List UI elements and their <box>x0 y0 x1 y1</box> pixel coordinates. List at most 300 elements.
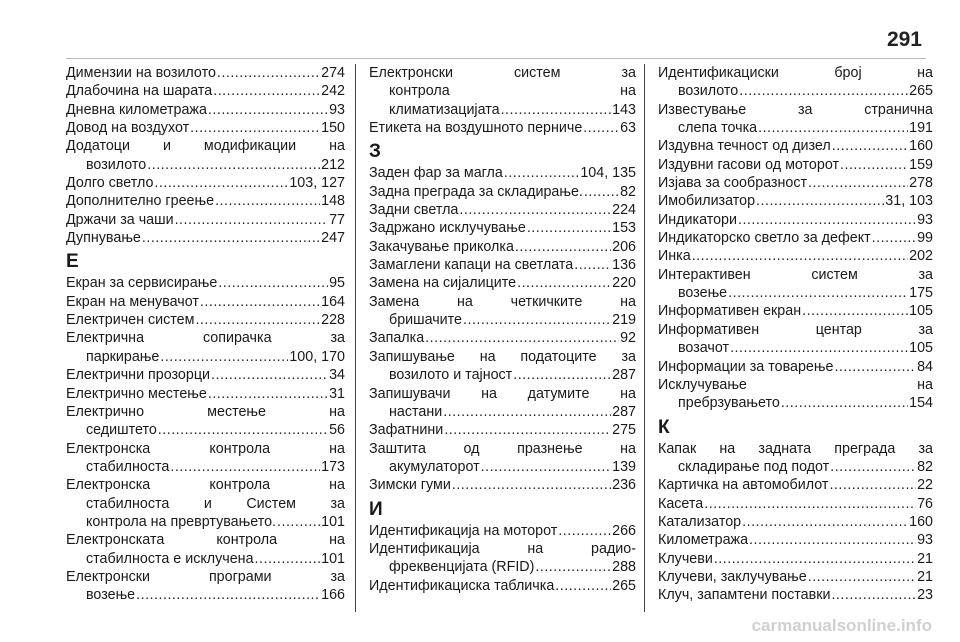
index-entry <box>658 531 933 549</box>
index-entry-line <box>658 284 933 302</box>
index-entry <box>658 192 933 210</box>
index-entry-title: Задржано исклучување <box>369 220 526 237</box>
index-entry-title: Закачување приколка <box>369 238 514 255</box>
index-entry-line <box>658 458 933 476</box>
index-entry-title: Замаглени капаци на светлата <box>369 257 574 274</box>
index-entry-title: Длабочина на шарата <box>66 83 213 100</box>
index-entry-text: Електрична сопирачка за <box>66 330 345 347</box>
dot-leader <box>170 458 320 476</box>
dot-leader <box>213 82 320 100</box>
page-reference: 212 <box>321 156 345 173</box>
page-reference: 95 <box>329 275 345 292</box>
page-reference: 153 <box>612 220 636 237</box>
index-entry <box>66 311 345 329</box>
index-entry <box>369 64 636 119</box>
index-entry-line <box>658 339 933 357</box>
page-reference: 202 <box>909 248 933 265</box>
index-entry-line <box>658 211 933 229</box>
page-reference: 22 <box>917 477 933 494</box>
watermark: carmanualsonline.info <box>751 616 932 635</box>
page-reference: 278 <box>909 175 933 192</box>
dot-leader <box>830 458 916 476</box>
dot-leader <box>217 64 320 82</box>
dot-leader <box>781 394 908 412</box>
index-entry-title: Имобилизатор <box>658 193 756 210</box>
dot-leader <box>211 366 328 384</box>
page-reference: 287 <box>612 403 636 420</box>
index-entry <box>658 586 933 604</box>
index-entry-title: Инка <box>658 248 691 265</box>
index-entry-line <box>369 403 636 421</box>
index-entry <box>369 274 636 292</box>
index-entry-line <box>369 577 636 595</box>
index-entry-text: Електронски систем за <box>369 65 636 81</box>
index-entry-text: Капак на задната преграда за <box>658 440 933 457</box>
dot-leader <box>501 101 612 119</box>
page-reference: 160 <box>909 513 933 530</box>
dot-leader <box>583 119 619 137</box>
index-entry-line <box>66 101 345 119</box>
index-entry-line <box>658 156 933 174</box>
index-entry-line <box>66 119 345 137</box>
dot-leader <box>459 201 611 219</box>
dot-leader <box>444 421 611 439</box>
page-number: 291 <box>886 28 922 51</box>
index-entry-text: Електронска контрола на <box>66 440 345 457</box>
index-entry-line <box>658 513 933 531</box>
index-entry-line <box>66 550 345 568</box>
page-reference: 220 <box>612 275 636 292</box>
dot-leader <box>749 531 916 549</box>
index-entry-line <box>66 385 345 403</box>
dot-leader <box>758 119 908 137</box>
index-entry-line <box>66 293 345 311</box>
page-reference: 265 <box>909 83 933 100</box>
index-entry <box>369 577 636 595</box>
dot-leader <box>840 156 908 174</box>
index-entry-title: контрола на превртувањето. <box>86 513 277 530</box>
index-entry-text: Додатоци и модификации на <box>66 138 345 155</box>
dot-leader <box>728 284 908 302</box>
dot-leader <box>208 101 328 119</box>
page-reference: 105 <box>909 340 933 357</box>
index-entry-title: Километража <box>658 532 749 549</box>
index-entry-line <box>66 229 345 247</box>
index-entry-title: Дупнување <box>66 230 141 247</box>
dot-leader <box>142 229 320 247</box>
index-entry-line <box>66 192 345 210</box>
index-entry <box>369 293 636 330</box>
index-entry <box>658 513 933 531</box>
index-entry-text: Заштита од празнење на <box>369 440 636 457</box>
index-entry-line <box>66 211 345 229</box>
index-entry-title: Зимски гуми <box>369 477 451 494</box>
page-reference: 191 <box>909 120 933 137</box>
page-reference: 150 <box>321 120 345 137</box>
index-entry-title: Електричен систем <box>66 312 195 329</box>
dot-leader <box>481 458 612 476</box>
page-reference: 206 <box>612 238 636 255</box>
dot-leader <box>730 339 908 357</box>
page-reference: 77 <box>329 211 345 228</box>
dot-leader <box>160 348 288 366</box>
index-entry-title: Индикаторско светло за дефект <box>658 230 871 247</box>
dot-leader <box>832 137 908 155</box>
page-reference: 63 <box>620 120 636 137</box>
index-entry-text: Електронската контрола на <box>66 532 345 549</box>
page-reference: 154 <box>909 395 933 412</box>
dot-leader <box>190 119 320 137</box>
index-entry-title: стабилноста е исклучена <box>86 550 254 567</box>
page-reference: 23 <box>917 587 933 604</box>
page-reference: 93 <box>917 532 933 549</box>
index-entry-line <box>66 586 345 604</box>
index-entry <box>658 247 933 265</box>
page-reference: 275 <box>612 422 636 439</box>
page-reference: 148 <box>321 193 345 210</box>
index-entry-title: бришачите <box>389 312 463 329</box>
index-entry-title: Електрично местење <box>66 385 207 402</box>
page-reference: 224 <box>612 202 636 219</box>
index-columns <box>66 64 934 612</box>
index-entry <box>66 366 345 384</box>
index-entry <box>369 119 636 137</box>
index-entry <box>66 192 345 210</box>
index-entry-line <box>66 311 345 329</box>
dot-leader <box>215 192 320 210</box>
dot-leader <box>218 274 328 292</box>
index-entry-title: Екран за сервисирање <box>66 275 218 292</box>
index-entry <box>369 256 636 274</box>
dot-leader <box>808 568 916 586</box>
index-entry <box>66 229 345 247</box>
index-entry <box>66 137 345 174</box>
dot-leader <box>872 229 916 247</box>
index-entry-title: седиштето <box>86 422 157 439</box>
index-entry <box>369 183 636 201</box>
page-reference: 164 <box>321 293 345 310</box>
index-entry-text: Електронска контрола на <box>66 477 345 494</box>
index-entry-title: Касета <box>658 495 704 512</box>
index-entry-text: Запишувачи на датумите на <box>369 385 636 402</box>
page-reference: 100, 170 <box>289 348 345 365</box>
index-entry-line <box>369 329 636 347</box>
index-entry-text: Интерактивен систем за <box>658 266 933 283</box>
index-entry-title: возилото <box>678 83 739 100</box>
section-letter: К <box>658 416 670 438</box>
header-rule <box>66 58 926 59</box>
dot-leader <box>136 586 320 604</box>
index-entry-title: Долго светло <box>66 175 154 192</box>
page-reference: 236 <box>612 477 636 494</box>
index-entry-title: Картичка на автомобилот <box>658 477 829 494</box>
index-entry-line <box>369 421 636 439</box>
dot-leader <box>714 550 916 568</box>
index-entry-text: контрола на <box>389 83 636 100</box>
page-reference: 101 <box>321 550 345 567</box>
page-reference: 266 <box>612 522 636 539</box>
page-reference: 84 <box>917 358 933 375</box>
index-entry-line <box>369 476 636 494</box>
index-entry-line <box>369 238 636 256</box>
dot-leader <box>513 366 611 384</box>
index-entry <box>66 211 345 229</box>
index-entry <box>369 201 636 219</box>
index-entry <box>66 101 345 119</box>
index-entry-title: пребрзувањето <box>678 395 780 412</box>
page-reference: 173 <box>321 458 345 475</box>
index-entry-line <box>66 421 345 439</box>
index-entry-title: складирање под подот <box>678 458 830 475</box>
index-entry-text: стабилноста и Систем за <box>86 495 345 512</box>
index-entry <box>66 274 345 292</box>
index-entry <box>66 440 345 477</box>
index-entry-line <box>66 156 345 174</box>
index-entry-line <box>66 366 345 384</box>
index-entry-title: возачот <box>678 340 730 357</box>
page-reference: 219 <box>612 312 636 329</box>
dot-leader <box>175 211 329 229</box>
page-reference: 143 <box>612 101 636 118</box>
index-entry-title: Информативен екран <box>658 303 802 320</box>
index-entry <box>658 568 933 586</box>
index-entry <box>658 64 933 101</box>
index-entry-text: Идентификација на радио- <box>369 540 636 557</box>
index-entry-title: Држачи за чаши <box>66 211 174 228</box>
index-entry <box>369 238 636 256</box>
index-entry <box>658 156 933 174</box>
page-reference: 93 <box>329 101 345 118</box>
index-entry <box>658 229 933 247</box>
page-reference: 82 <box>620 183 636 200</box>
index-entry-text: Идентификациски број на <box>658 65 933 81</box>
page-reference: 34 <box>329 367 345 384</box>
index-column-2 <box>355 64 644 612</box>
index-entry-line <box>658 358 933 376</box>
index-entry-line <box>658 476 933 494</box>
page-reference: 31, 103 <box>885 193 933 210</box>
index-entry-title: Идентификациска табличка <box>369 577 555 594</box>
index-entry <box>66 82 345 100</box>
index-entry-line <box>658 568 933 586</box>
index-entry-line <box>658 119 933 137</box>
index-entry <box>658 440 933 477</box>
index-entry-title: Димензии на возилото <box>66 65 216 81</box>
index-entry <box>66 568 345 605</box>
page-reference: 247 <box>321 230 345 247</box>
index-entry-line <box>369 201 636 219</box>
index-entry-text: Известување за странична <box>658 101 933 118</box>
index-entry <box>658 137 933 155</box>
section-letter: З <box>369 141 381 163</box>
index-entry-title: Клуч, запамтени поставки <box>658 587 831 604</box>
index-entry <box>658 376 933 413</box>
dot-leader <box>158 421 328 439</box>
index-entry <box>369 522 636 540</box>
index-entry <box>66 531 345 568</box>
index-entry-line <box>66 82 345 100</box>
index-entry-line <box>369 101 636 119</box>
index-entry-title: Идентификација на моторот <box>369 522 558 539</box>
index-entry-line <box>66 513 345 531</box>
index-entry-line <box>66 274 345 292</box>
index-entry-title: Замена на сијалиците <box>369 275 517 292</box>
dot-leader <box>742 513 908 531</box>
index-entry <box>369 329 636 347</box>
page-reference: 92 <box>620 330 636 347</box>
dot-leader <box>834 358 916 376</box>
index-entry-title: Заден фар за магла <box>369 165 503 182</box>
index-entry-title: паркирање <box>86 348 160 365</box>
dot-leader <box>425 329 619 347</box>
page-reference: 31 <box>329 385 345 402</box>
page-reference: 228 <box>321 312 345 329</box>
index-entry <box>369 219 636 237</box>
index-entry <box>66 119 345 137</box>
index-entry <box>369 164 636 182</box>
index-entry-line <box>369 183 636 201</box>
page-reference: 287 <box>612 367 636 384</box>
index-entry-line <box>658 302 933 320</box>
dot-leader <box>692 247 908 265</box>
index-entry-title: акумулаторот <box>389 458 480 475</box>
index-entry <box>369 385 636 422</box>
dot-leader <box>277 513 320 531</box>
dot-leader <box>255 550 321 568</box>
index-column-3 <box>644 64 933 612</box>
index-entry-title: возење <box>678 285 728 302</box>
page-reference: 101 <box>321 513 345 530</box>
index-entry-line <box>66 458 345 476</box>
dot-leader <box>555 577 611 595</box>
dot-leader <box>200 293 320 311</box>
index-entry-line <box>658 247 933 265</box>
dot-leader <box>831 586 916 604</box>
page-reference: 103, 127 <box>289 175 345 192</box>
dot-leader <box>829 476 916 494</box>
page-reference: 166 <box>321 587 345 604</box>
index-entry-title: фреквенцијата (RFID) <box>389 559 535 576</box>
index-entry-title: возилото и тајност <box>389 367 513 384</box>
index-entry-title: Катализатор <box>658 513 742 530</box>
index-entry-line <box>369 311 636 329</box>
index-entry <box>658 266 933 303</box>
index-entry-title: Задни светла <box>369 202 459 219</box>
page-reference: 139 <box>612 458 636 475</box>
dot-leader <box>535 558 611 576</box>
index-entry-line <box>369 366 636 384</box>
index-entry <box>658 550 933 568</box>
page-reference: 242 <box>321 83 345 100</box>
page-reference: 104, 135 <box>580 165 636 182</box>
index-entry-line <box>66 174 345 192</box>
index-entry-line <box>369 558 636 576</box>
index-entry-title: Издувна течност од дизел <box>658 138 831 155</box>
index-entry <box>369 440 636 477</box>
page-reference: 175 <box>909 285 933 302</box>
index-entry-line <box>369 164 636 182</box>
index-entry-line <box>369 119 636 137</box>
dot-leader <box>154 174 288 192</box>
page-reference: 76 <box>917 495 933 512</box>
index-entry-title: возилото <box>86 156 147 173</box>
index-entry-line <box>658 586 933 604</box>
index-entry <box>658 101 933 138</box>
index-entry-line <box>658 394 933 412</box>
index-entry <box>66 174 345 192</box>
index-entry-line <box>658 174 933 192</box>
index-entry-title: Екран на менувачот <box>66 293 199 310</box>
index-column-1 <box>66 64 355 612</box>
index-entry-line <box>369 522 636 540</box>
dot-leader <box>515 238 611 256</box>
index-entry <box>658 174 933 192</box>
index-entry-line <box>658 229 933 247</box>
dot-leader <box>527 219 611 237</box>
index-entry-line <box>369 274 636 292</box>
index-entry <box>66 403 345 440</box>
index-entry-title: Електрични прозорци <box>66 367 210 384</box>
index-entry-title: слепа точка <box>678 120 758 137</box>
index-entry-text: Електрично местење на <box>66 403 345 420</box>
dot-leader <box>574 256 611 274</box>
index-entry <box>369 540 636 577</box>
index-entry-line <box>658 82 933 100</box>
index-entry-title: Дневна километража <box>66 101 207 118</box>
section-letter: И <box>369 498 383 520</box>
page-reference: 160 <box>909 138 933 155</box>
index-entry-text: Електронски програми за <box>66 568 345 585</box>
index-entry <box>369 348 636 385</box>
index-entry-title: Зафатнини <box>369 422 444 439</box>
index-entry <box>66 385 345 403</box>
index-entry-title: Информации за товарење <box>658 358 834 375</box>
dot-leader <box>443 403 611 421</box>
page-reference: 159 <box>909 156 933 173</box>
dot-leader <box>517 274 611 292</box>
page-reference: 93 <box>917 211 933 228</box>
index-entry <box>658 321 933 358</box>
index-entry-title: Довод на воздухот <box>66 120 190 137</box>
index-entry-title: Задна преграда за складирање. <box>369 183 583 200</box>
index-entry <box>369 476 636 494</box>
index-entry <box>66 329 345 366</box>
index-entry-line <box>369 219 636 237</box>
page-reference: 288 <box>612 559 636 576</box>
dot-leader <box>208 385 328 403</box>
dot-leader <box>739 82 908 100</box>
dot-leader <box>808 174 908 192</box>
index-entry-title: Индикатори <box>658 211 737 228</box>
dot-leader <box>147 156 320 174</box>
index-entry-text: Информативен центар за <box>658 321 933 338</box>
index-entry-title: возење <box>86 587 136 604</box>
index-entry <box>658 495 933 513</box>
index-entry <box>658 302 933 320</box>
page-reference: 274 <box>321 65 345 81</box>
index-entry <box>66 476 345 531</box>
index-entry-line <box>658 495 933 513</box>
page-reference: 21 <box>917 568 933 585</box>
index-entry-line <box>658 531 933 549</box>
page-reference: 105 <box>909 303 933 320</box>
index-entry-title: стабилноста <box>86 458 170 475</box>
section-letter: Е <box>66 251 79 273</box>
page-reference: 99 <box>917 230 933 247</box>
dot-leader <box>558 522 611 540</box>
page-reference: 82 <box>917 458 933 475</box>
index-entry <box>658 211 933 229</box>
